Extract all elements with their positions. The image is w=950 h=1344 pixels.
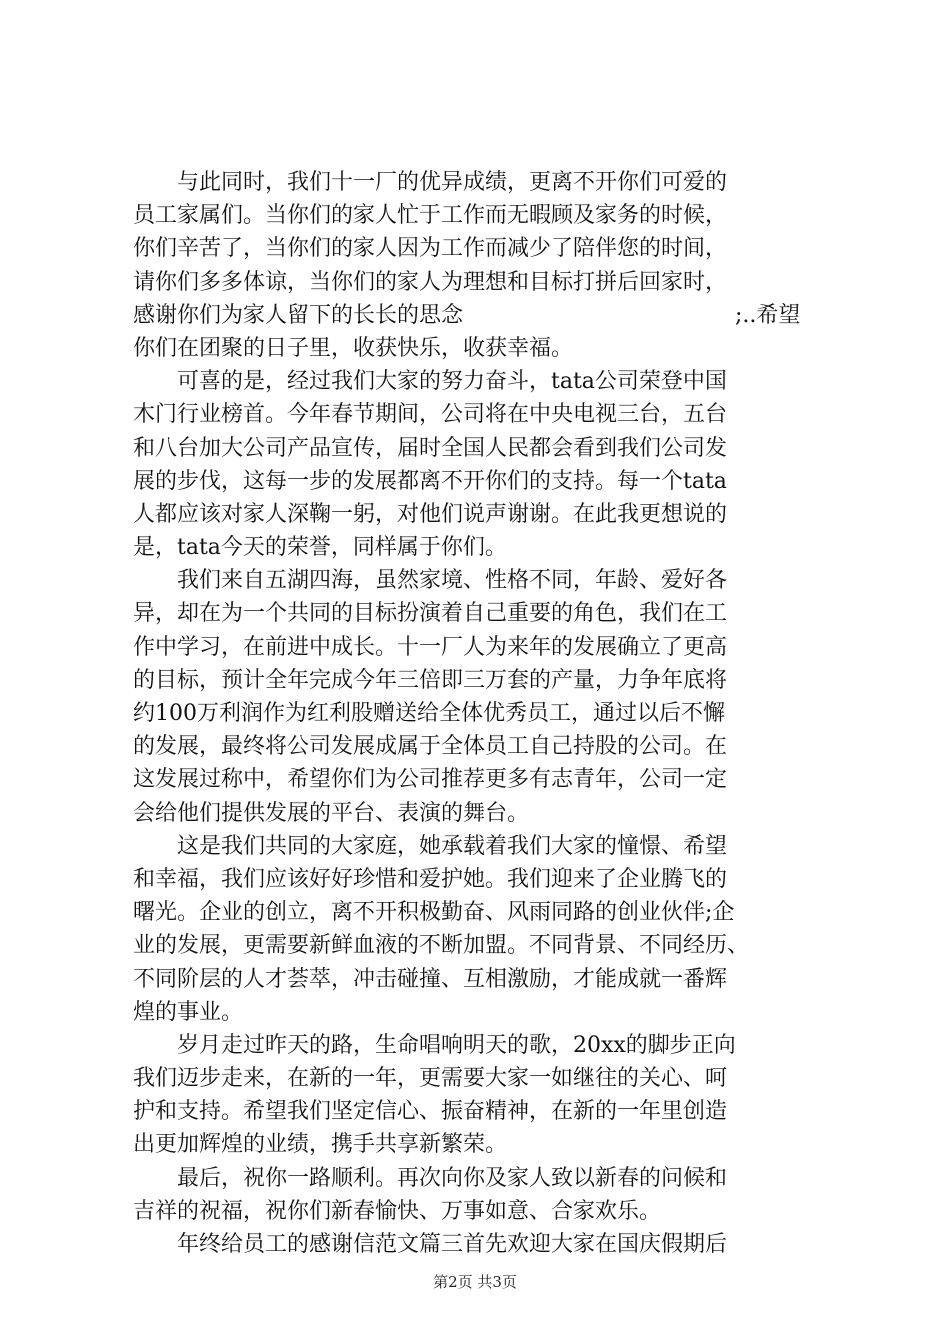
text-line xyxy=(133,498,833,531)
text-line xyxy=(133,365,833,398)
text-line-content: 最后，祝你一路顺利。再次向你及家人致以新春的问候和 xyxy=(177,1165,728,1191)
text-line-content: 你们在团聚的日子里，收获快乐，收获幸福。 xyxy=(133,335,574,361)
text-line-content: 请你们多多体谅，当你们的家人为理想和目标打拼后回家时， xyxy=(133,269,728,295)
text-line-content: 可喜的是，经过我们大家的努力奋斗，tata公司荣登中国 xyxy=(177,369,727,395)
text-line-content: 会给他们提供发展的平台、表演的舞台。 xyxy=(133,800,530,826)
text-line xyxy=(133,299,833,332)
text-line xyxy=(133,232,833,265)
text-line xyxy=(133,465,833,498)
text-line-content: 曙光。企业的创立，离不开积极勤奋、风雨同路的创业伙伴;企 xyxy=(133,900,735,926)
text-line-content: 和幸福，我们应该好好珍惜和爱护她。我们迎来了企业腾飞的 xyxy=(133,866,728,892)
text-line xyxy=(133,664,833,697)
text-line-tail: ;..希望 xyxy=(735,302,801,328)
text-line xyxy=(133,1029,833,1062)
page-footer: 第2页 共3页 xyxy=(433,1273,517,1291)
text-line xyxy=(133,432,833,465)
text-line-content: 人都应该对家人深鞠一躬，对他们说声谢谢。在此我更想说的 xyxy=(133,501,728,527)
text-line xyxy=(133,1162,833,1195)
text-line-content: 出更加辉煌的业绩，携手共享新繁荣。 xyxy=(133,1132,508,1158)
text-line xyxy=(133,896,833,929)
text-line xyxy=(133,963,833,996)
text-line xyxy=(133,166,833,199)
text-line xyxy=(133,266,833,299)
text-line xyxy=(133,531,833,564)
text-line-content: 你们辛苦了，当你们的家人因为工作而减少了陪伴您的时间， xyxy=(133,236,728,262)
text-line-content: 展的步伐，这每一步的发展都离不开你们的支持。每一个tata xyxy=(133,468,727,494)
text-line-content: 是，tata今天的荣誉，同样属于你们。 xyxy=(133,535,507,561)
text-line xyxy=(133,1128,833,1161)
text-line-content: 作中学习，在前进中成长。十一厂人为来年的发展确立了更高 xyxy=(133,634,728,660)
text-line xyxy=(133,398,833,431)
text-line xyxy=(133,863,833,896)
text-line xyxy=(133,1062,833,1095)
text-line xyxy=(133,929,833,962)
text-line xyxy=(133,763,833,796)
text-line-content: 年终给员工的感谢信范文篇三首先欢迎大家在国庆假期后 xyxy=(177,1232,728,1257)
text-line xyxy=(133,730,833,763)
text-line-content: 吉祥的祝福，祝你们新春愉快、万事如意、合家欢乐。 xyxy=(133,1198,662,1224)
text-line xyxy=(133,332,833,365)
text-line-content: 我们迈步走来，在新的一年，更需要大家一如继往的关心、呵 xyxy=(133,1066,728,1092)
text-line-content: 我们来自五湖四海，虽然家境、性格不同，年龄、爱好各 xyxy=(177,568,728,594)
text-line xyxy=(133,830,833,863)
text-line-content: 与此同时，我们十一厂的优异成绩，更离不开你们可爱的 xyxy=(177,170,728,195)
text-line-content: 业的发展，更需要新鲜血液的不断加盟。不同背景、不同经历、 xyxy=(133,933,750,959)
text-line-content: 不同阶层的人才荟萃，冲击碰撞、互相激励，才能成就一番辉 xyxy=(133,966,728,992)
text-line xyxy=(133,199,833,232)
text-line-content: 这是我们共同的大家庭，她承载着我们大家的憧憬、希望 xyxy=(177,833,728,859)
text-line xyxy=(133,631,833,664)
document-body xyxy=(133,166,833,1261)
text-line-content: 和八台加大公司产品宣传，届时全国人民都会看到我们公司发 xyxy=(133,435,728,461)
text-line xyxy=(133,564,833,597)
text-line-content: 异，却在为一个共同的目标扮演着自己重要的角色，我们在工 xyxy=(133,601,728,627)
text-line xyxy=(133,797,833,830)
text-line-content: 木门行业榜首。今年春节期间，公司将在中央电视三台，五台 xyxy=(133,402,728,428)
text-line xyxy=(133,597,833,630)
text-line xyxy=(133,1195,833,1228)
text-line-content: 感谢你们为家人留下的长长的思念 xyxy=(133,302,464,328)
text-line xyxy=(133,697,833,730)
text-line-content: 这发展过称中，希望你们为公司推荐更多有志青年，公司一定 xyxy=(133,767,728,793)
text-line-content: 约100万利润作为红利股赠送给全体优秀员工，通过以后不懈 xyxy=(133,701,725,726)
text-line-content: 的目标，预计全年完成今年三倍即三万套的产量，力争年底将 xyxy=(133,667,728,693)
text-line-content: 岁月走过昨天的路，生命唱响明天的歌，20xx的脚步正向 xyxy=(177,1032,736,1058)
text-line-content: 员工家属们。当你们的家人忙于工作而无暇顾及家务的时候， xyxy=(133,203,728,229)
text-line-content: 的发展，最终将公司发展成属于全体员工自己持股的公司。在 xyxy=(133,734,728,760)
text-line xyxy=(133,1095,833,1128)
text-line-content: 护和支持。希望我们坚定信心、振奋精神，在新的一年里创造 xyxy=(133,1099,728,1125)
text-line xyxy=(133,1228,833,1261)
text-line-content: 煌的事业。 xyxy=(133,999,244,1025)
text-line xyxy=(133,996,833,1029)
